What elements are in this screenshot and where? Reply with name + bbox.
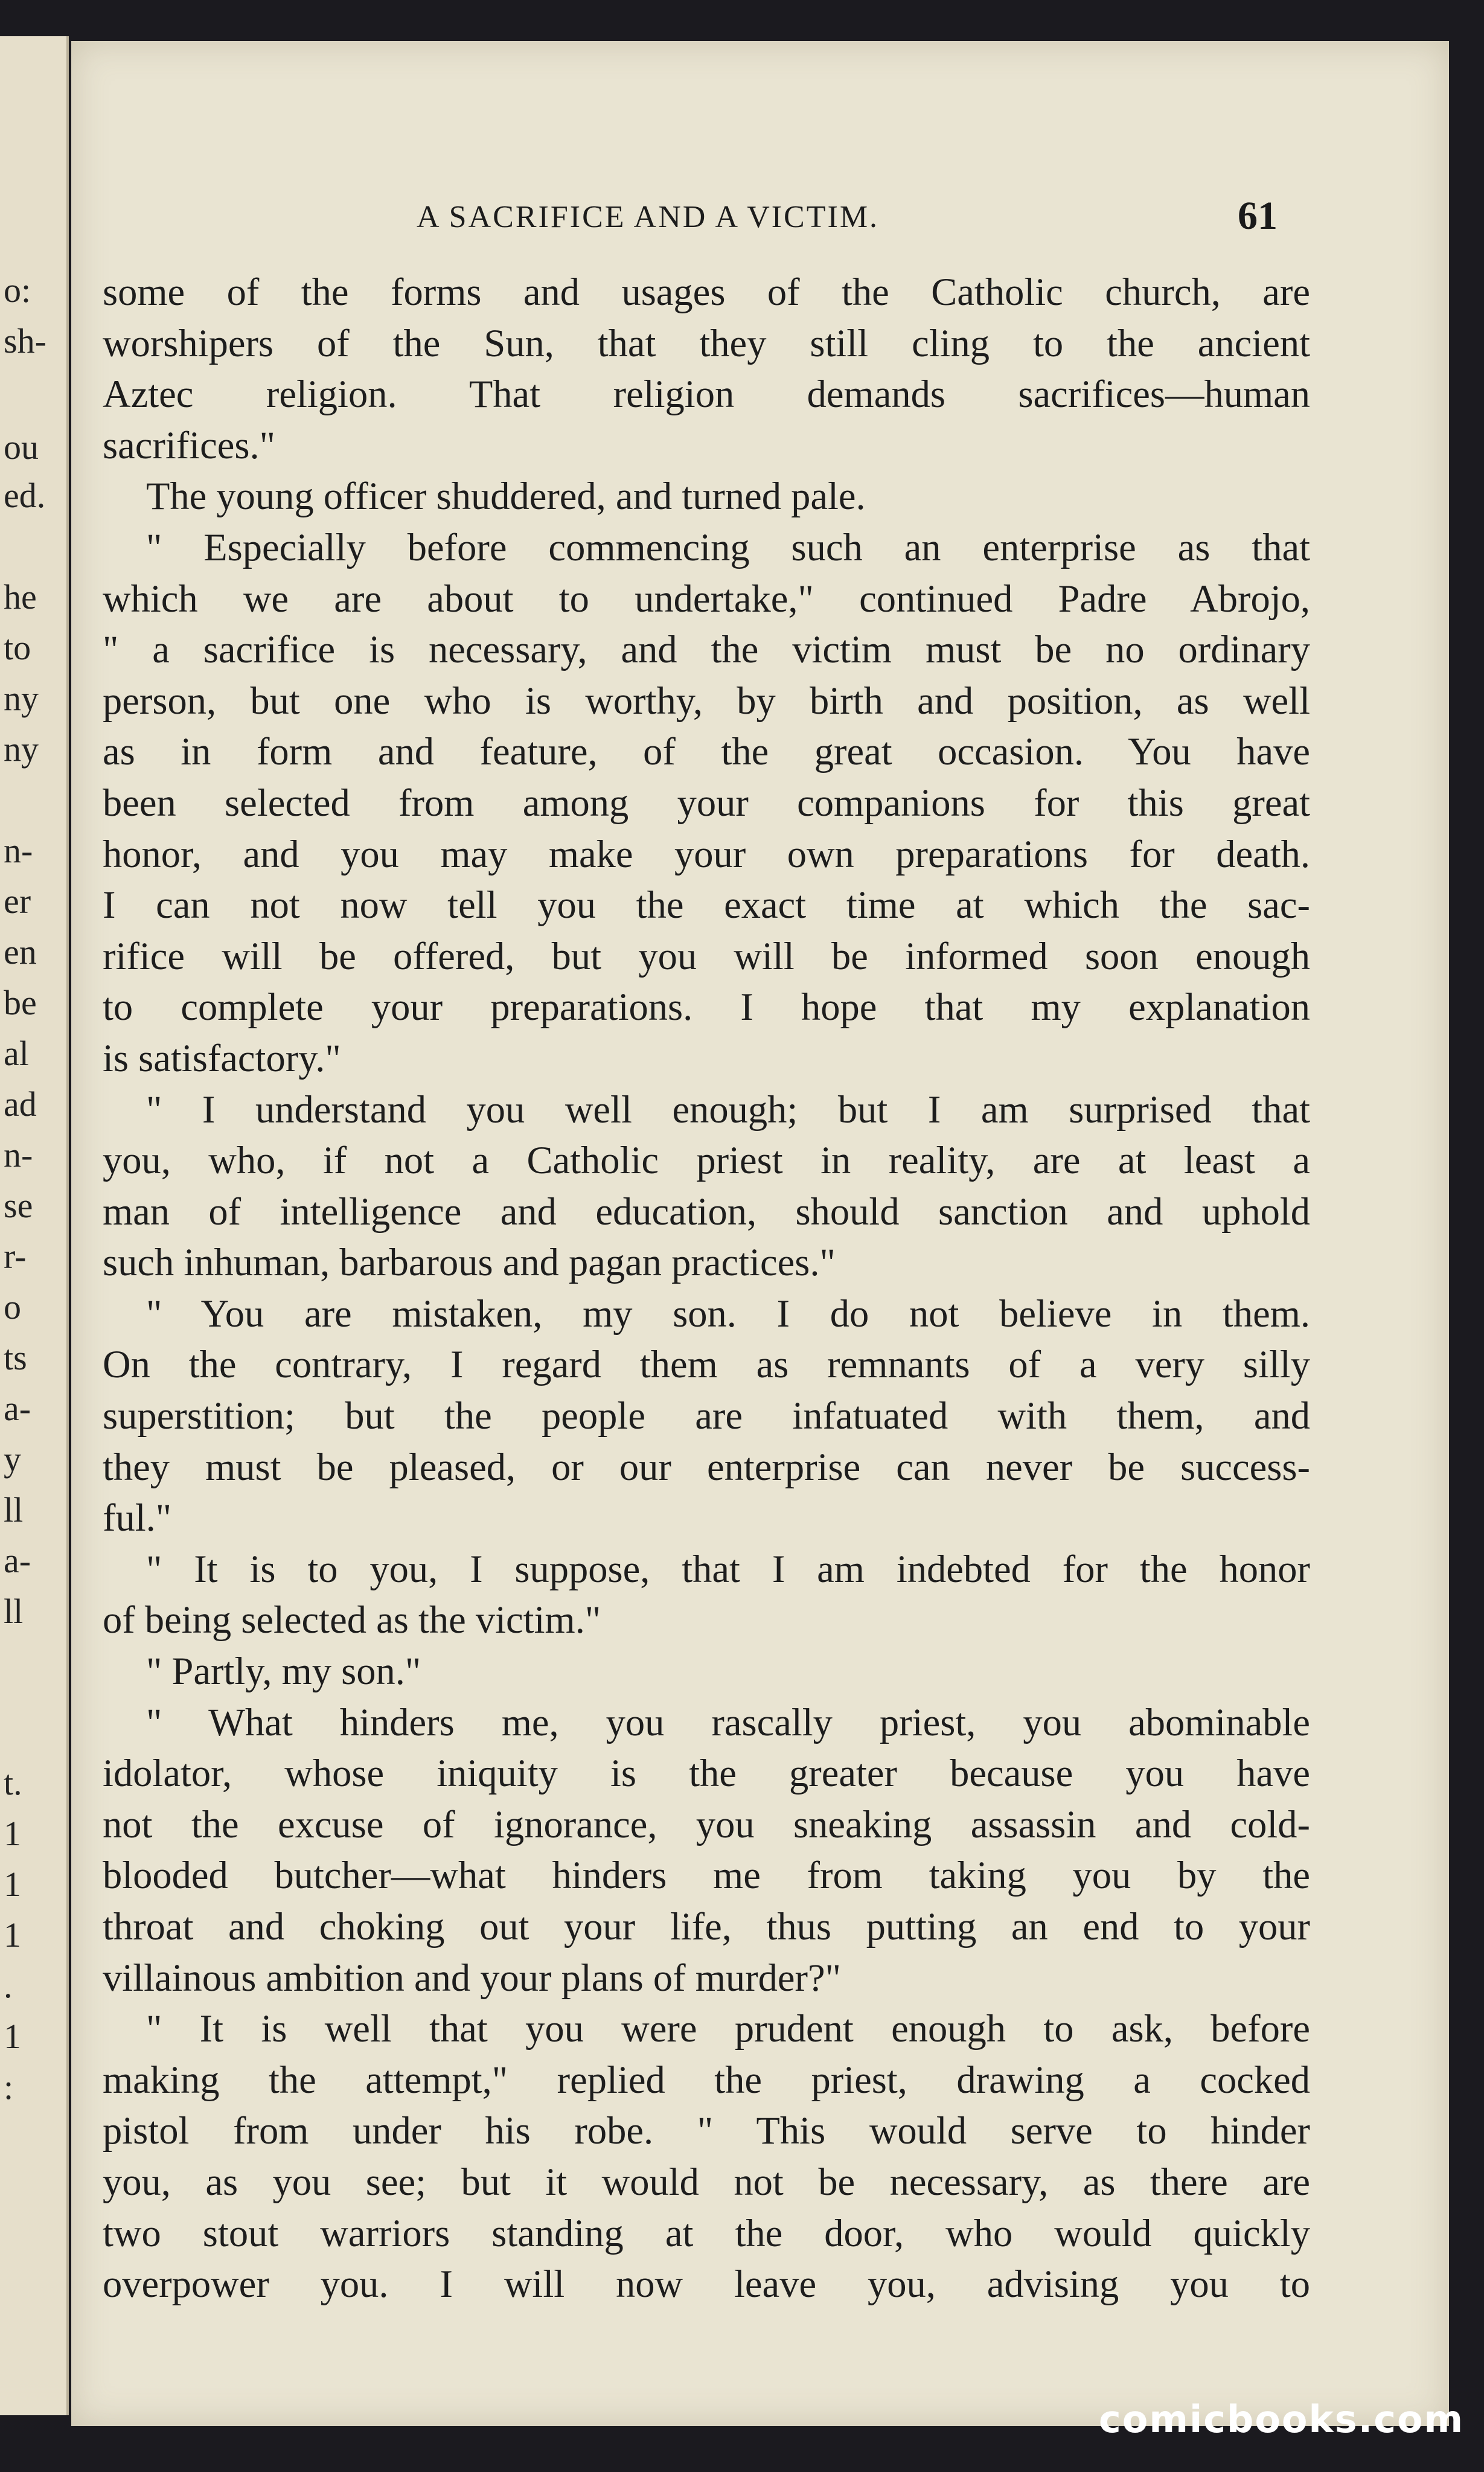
text-line: " What hinders me, you rascally priest, you abominable — [146, 1700, 1310, 1744]
text-line: " It is well that you were prudent enough to ask, before — [146, 2007, 1310, 2051]
text-line: is satisfactory." — [103, 1036, 341, 1080]
left-fragment: ny — [4, 729, 39, 769]
text-line: worshipers of the Sun, that they still cling to the ancient — [103, 321, 1310, 365]
text-line: " It is to you, I suppose, that I am indebted for the honor — [146, 1547, 1310, 1590]
text-line: not the excuse of ignorance, you sneaking assassin and cold- — [103, 1802, 1310, 1846]
watermark: comicbooks.com — [1099, 2397, 1465, 2441]
left-fragment: a- — [4, 1389, 31, 1428]
left-fragment: er — [4, 882, 31, 921]
left-fragment: 1 — [4, 1915, 21, 1955]
left-fragment: se — [4, 1186, 33, 1225]
left-fragment: r- — [4, 1237, 27, 1276]
text-line: honor, and you may make your own preparations for death. — [103, 832, 1310, 876]
text-line: " I understand you well enough; but I am surprised that — [146, 1087, 1310, 1131]
text-line: pistol from under his robe. " This would serve to hinder — [103, 2109, 1310, 2153]
text-line: ful." — [103, 1496, 172, 1540]
text-line: The young officer shuddered, and turned pale. — [146, 475, 866, 518]
text-line: you, as you see; but it would not be necessary, as there are — [103, 2160, 1310, 2203]
running-title: A SACRIFICE AND A VICTIM. — [417, 200, 880, 234]
left-fragment: : — [4, 2067, 14, 2107]
left-fragment: ou — [4, 427, 39, 467]
text-line: making the attempt," replied the priest, drawing a cocked — [103, 2058, 1310, 2101]
text-line: overpower you. I will now leave you, advising you to — [103, 2262, 1310, 2306]
left-fragment: sh- — [4, 321, 46, 360]
text-line: " Especially before commencing such an enterprise as that — [146, 525, 1310, 569]
left-fragment: be — [4, 983, 37, 1022]
left-fragment: o: — [4, 271, 31, 310]
text-line: they must be pleased, or our enterprise can never be success- — [103, 1445, 1310, 1488]
left-fragment: y — [4, 1439, 21, 1479]
text-line: some of the forms and usages of the Catholic church, are — [103, 271, 1310, 313]
text-line: two stout warriors standing at the door, who would quickly — [103, 2211, 1310, 2255]
text-line: superstition; but the people are infatuated with them, and — [103, 1394, 1310, 1438]
left-fragment: o — [4, 1287, 21, 1327]
left-fragment: 1 — [4, 2017, 21, 2056]
left-page-edge — [0, 36, 69, 2415]
left-fragment: . — [4, 1966, 13, 2005]
left-fragment: n- — [4, 831, 33, 870]
text-line: blooded butcher—what hinders me from taking you by the — [103, 1854, 1310, 1897]
text-line: you, who, if not a Catholic priest in reality, are at least a — [103, 1139, 1310, 1182]
text-line: sacrifices." — [103, 423, 275, 467]
left-fragment: ny — [4, 679, 39, 718]
text-line: I can not now tell you the exact time at which the sac- — [103, 883, 1310, 927]
text-line: villainous ambition and your plans of murder?" — [103, 1956, 841, 1999]
text-line: been selected from among your companions for this great — [103, 781, 1310, 824]
text-line: " a sacrifice is necessary, and the victim must be no ordinary — [103, 628, 1310, 671]
left-fragment: en — [4, 932, 37, 972]
running-head — [71, 194, 1449, 248]
text-line: man of intelligence and education, should sanction and uphold — [103, 1190, 1310, 1233]
body-text — [103, 267, 1310, 2310]
page-number: 61 — [1238, 194, 1278, 238]
text-line: as in form and feature, of the great occasion. You have — [103, 730, 1310, 773]
left-fragment: t. — [4, 1763, 22, 1802]
left-fragment: 1 — [4, 1814, 21, 1853]
text-line: to complete your preparations. I hope that my explanation — [103, 985, 1310, 1029]
text-line: throat and choking out your life, thus putting an end to your — [103, 1905, 1310, 1948]
left-fragment: n- — [4, 1135, 33, 1174]
text-line: rifice will be offered, but you will be informed soon enough — [103, 934, 1310, 978]
left-fragment: 1 — [4, 1865, 21, 1904]
text-line: " Partly, my son." — [146, 1650, 421, 1693]
text-line: idolator, whose iniquity is the greater because you have — [103, 1752, 1310, 1795]
left-fragment: ed. — [4, 476, 46, 515]
text-line: Aztec religion. That religion demands sacrifices—human — [103, 373, 1310, 416]
left-fragment: al — [4, 1034, 29, 1073]
left-fragment: he — [4, 577, 37, 616]
text-line: " You are mistaken, my son. I do not believe in them. — [146, 1292, 1310, 1335]
left-fragment: ll — [4, 1592, 24, 1631]
left-fragment: ts — [4, 1338, 27, 1377]
text-line: of being selected as the victim." — [103, 1598, 601, 1642]
left-fragment: a- — [4, 1541, 31, 1580]
text-line: person, but one who is worthy, by birth and position, as well — [103, 679, 1310, 722]
text-line: which we are about to undertake," continued Padre Abrojo, — [103, 577, 1310, 620]
left-fragment: ad — [4, 1084, 37, 1124]
book-page — [71, 41, 1449, 2426]
left-fragment: ll — [4, 1490, 24, 1529]
text-line: On the contrary, I regard them as remnants of a very silly — [103, 1343, 1310, 1386]
left-fragment: to — [4, 628, 31, 667]
text-line: such inhuman, barbarous and pagan practices." — [103, 1241, 836, 1284]
